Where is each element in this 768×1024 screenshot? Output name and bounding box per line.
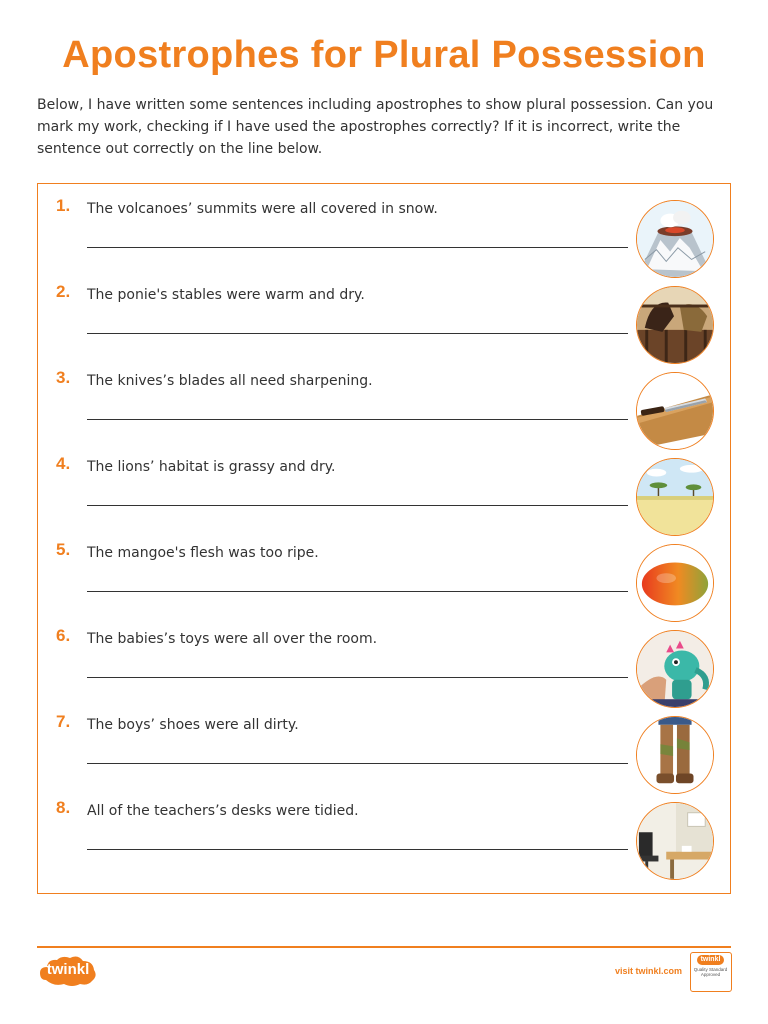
question-1 (38, 184, 732, 270)
question-sentence: The mangoe's flesh was too ripe. (87, 545, 319, 561)
instructions: Below, I have written some sentences including apostrophes to show plural possession. Can you mark my work, checking if I have used the apostrophes correctly? If it is incorrect, write the sentence out correctly on the line below. (37, 97, 714, 157)
question-number: 7. (56, 712, 71, 731)
savanna-icon (636, 458, 714, 536)
question-number: 2. (56, 282, 71, 301)
boots-icon (636, 716, 714, 794)
knife-icon (636, 372, 714, 450)
footer-divider (37, 946, 731, 948)
question-sentence: The lions’ habitat is grassy and dry. (87, 459, 336, 475)
twinkl-logo[interactable] (38, 954, 98, 988)
answer-line[interactable] (87, 505, 628, 506)
toy-icon (636, 630, 714, 708)
question-sentence: The ponie's stables were warm and dry. (87, 287, 365, 303)
question-3 (38, 356, 732, 442)
logo-text: twinkl (46, 961, 90, 978)
answer-line[interactable] (87, 763, 628, 764)
question-5 (38, 528, 732, 614)
question-number: 1. (56, 196, 71, 215)
pony-stable-icon (636, 286, 714, 364)
mango-icon (636, 544, 714, 622)
question-number: 8. (56, 798, 71, 817)
badge-text: Quality Standard Approved (693, 967, 728, 977)
page-title: Apostrophes for Plural Possession (62, 34, 706, 76)
question-sentence: The boys’ shoes were all dirty. (87, 717, 299, 733)
answer-line[interactable] (87, 591, 628, 592)
question-sentence: All of the teachers’s desks were tidied. (87, 803, 359, 819)
question-number: 6. (56, 626, 71, 645)
visit-link[interactable]: visit twinkl.com (614, 966, 682, 976)
question-sentence: The babies’s toys were all over the room. (87, 631, 378, 647)
question-2 (38, 270, 732, 356)
answer-line[interactable] (87, 849, 628, 850)
question-number: 4. (56, 454, 71, 473)
question-sentence: The volcanoes’ summits were all covered in snow. (87, 201, 438, 217)
desk-icon (636, 802, 714, 880)
question-7 (38, 700, 732, 786)
question-sentence: The knives’s blades all need sharpening. (87, 373, 373, 389)
answer-line[interactable] (87, 333, 628, 334)
answer-line[interactable] (87, 677, 628, 678)
questions-panel (37, 183, 731, 894)
question-4 (38, 442, 732, 528)
question-number: 5. (56, 540, 71, 559)
quality-badge (690, 952, 732, 992)
question-number: 3. (56, 368, 71, 387)
answer-line[interactable] (87, 247, 628, 248)
answer-line[interactable] (87, 419, 628, 420)
volcano-icon (636, 200, 714, 278)
badge-brand: twinkl (700, 956, 721, 963)
question-8 (38, 786, 732, 872)
question-6 (38, 614, 732, 700)
